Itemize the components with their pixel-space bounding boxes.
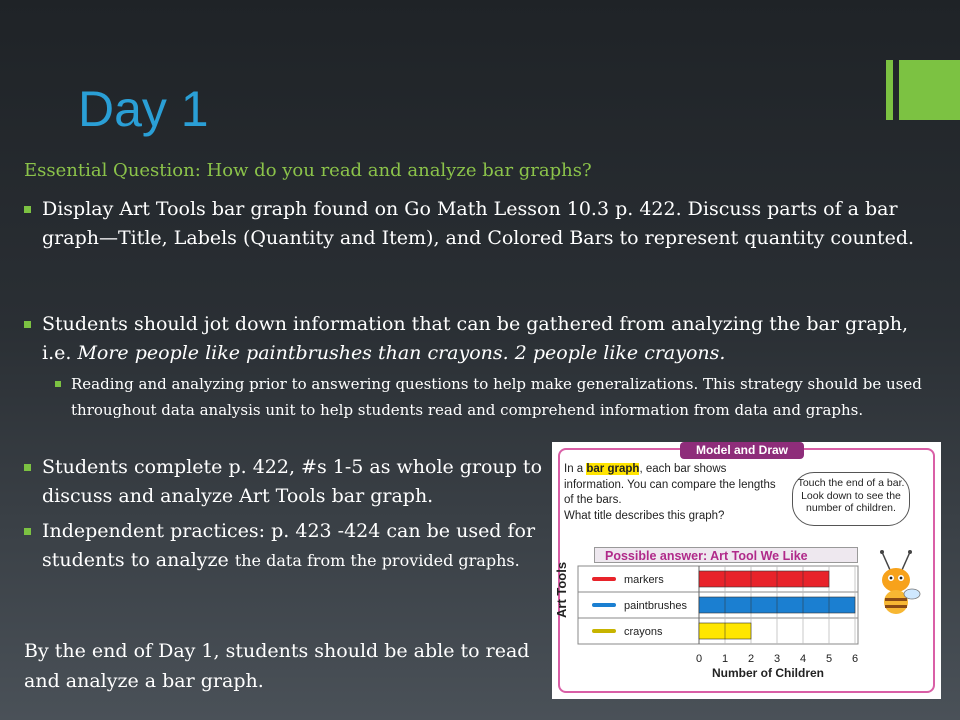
intro-pre: In a [564, 463, 587, 475]
sub-bullet-text: Reading and analyzing prior to answering questions to help make generalizations. This strategy should be used throughout data analysis unit to help students read and comprehend information from data and graphs. [71, 375, 922, 419]
bullet-marker [24, 464, 31, 471]
paintbrushes-icon [592, 603, 616, 607]
accent-bar-thick [899, 60, 960, 120]
speech-bubble: Touch the end of a bar. Look down to see the number of children. [792, 472, 910, 526]
sub-bullet-marker [55, 381, 61, 387]
chart-title-answer: Possible answer: Art Tool We Like [594, 547, 858, 563]
markers-icon [592, 577, 616, 581]
x-tick-label: 6 [852, 653, 859, 665]
conclusion-text: By the end of Day 1, students should be able to read and analyze a bar graph. [24, 640, 530, 692]
slide-title: Day 1 [78, 81, 209, 137]
bullet-4-small-text: the data from the provided graphs. [234, 551, 520, 570]
bullet-3 [42, 453, 552, 511]
intro-question: What title describes this graph? [564, 509, 725, 522]
art-tools-bar-chart [552, 442, 941, 699]
textbook-excerpt [552, 442, 941, 699]
x-axis-label: Number of Children [712, 666, 825, 680]
bullet-marker [24, 528, 31, 535]
x-tick-label: 3 [774, 653, 781, 665]
essential-question: Essential Question: How do you read and analyze bar graphs? [24, 160, 592, 181]
x-tick-label: 2 [748, 653, 755, 665]
accent-bar-thin [886, 60, 893, 120]
bar-markers [699, 571, 829, 587]
bullet-1-text: Display Art Tools bar graph found on Go Math Lesson 10.3 p. 422. Discuss parts of a bar graph—Title, Labels (Quantity and Item), and Colored Bars to represent quantity counted. [42, 198, 915, 249]
bullet-marker [24, 206, 31, 213]
intro-post: , each bar shows information. You can compare the lengths of the bars. [564, 463, 776, 506]
x-tick-label: 0 [696, 653, 703, 665]
bullet-marker [24, 321, 31, 328]
x-tick-label: 1 [722, 653, 729, 665]
bullet-2-example: More people like paintbrushes than crayons. 2 people like crayons. [77, 342, 726, 364]
bullet-2-text: Students should jot down information that can be gathered from analyzing the bar graph, i.e. [42, 313, 909, 364]
category-label: markers [624, 574, 664, 586]
x-tick-label: 5 [826, 653, 833, 665]
model-and-draw-banner: Model and Draw [680, 442, 804, 459]
y-axis-label: Art Tools [554, 561, 569, 618]
bullet-4 [42, 517, 547, 575]
x-tick-label: 4 [800, 653, 807, 665]
bullet-3-text: Students complete p. 422, #s 1-5 as whole group to discuss and analyze Art Tools bar graph. [42, 456, 543, 507]
bullet-1 [42, 195, 922, 253]
bullet-4-text: Independent practices: p. 423 -424 can be used for students to analyze [42, 520, 536, 571]
bullet-2 [42, 310, 922, 368]
bar-graph-highlight: bar graph [586, 463, 640, 475]
crayons-icon [592, 629, 616, 633]
sub-bullet [71, 371, 931, 423]
category-label: paintbrushes [624, 600, 687, 612]
category-label: crayons [624, 626, 663, 638]
